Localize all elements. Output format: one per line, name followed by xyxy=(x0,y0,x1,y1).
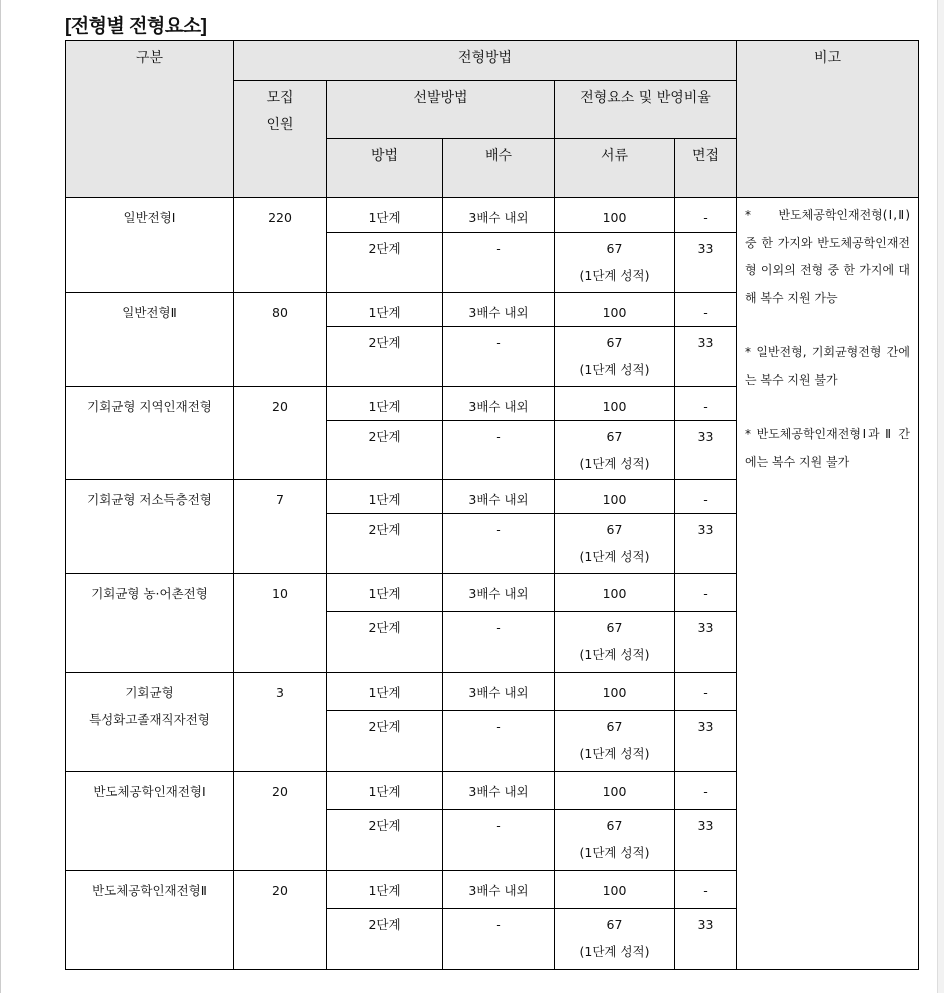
stage-multiple: 3배수 내외 xyxy=(443,387,555,421)
documents-ratio-line: 100 xyxy=(602,492,627,507)
admission-type-name xyxy=(66,198,234,293)
interview-ratio: 33 xyxy=(675,909,737,970)
stage-multiple: 3배수 내외 xyxy=(443,480,555,514)
stage-multiple: - xyxy=(443,327,555,387)
interview-ratio: - xyxy=(675,673,737,711)
documents-ratio-line: 67 xyxy=(606,719,623,734)
documents-ratio-line: (1단계 성적) xyxy=(579,362,650,377)
admission-type-line: 기회균형 농·어촌전형 xyxy=(91,586,208,601)
documents-ratio xyxy=(555,810,675,871)
admission-type-line: 특성화고졸재직자전형 xyxy=(89,712,210,727)
documents-ratio xyxy=(555,233,675,293)
documents-ratio-line: (1단계 성적) xyxy=(579,845,650,860)
admission-type-name xyxy=(66,871,234,970)
interview-ratio: - xyxy=(675,871,737,909)
remark-note: * 반도체공학인재전형(Ⅰ,Ⅱ) 중 한 가지와 반도체공학인재전형 이외의 전형 중 한 가지에 대해 복수 지원 가능 xyxy=(745,208,910,305)
table-row xyxy=(66,198,919,233)
recruit-count: 7 xyxy=(234,480,327,574)
admission-type-name xyxy=(66,293,234,387)
header-method: 방법 xyxy=(327,139,443,198)
stage-method: 2단계 xyxy=(327,711,443,772)
documents-ratio xyxy=(555,480,675,514)
stage-multiple: 3배수 내외 xyxy=(443,772,555,810)
header-recruit-line1: 모집 xyxy=(266,90,294,106)
remarks-notes xyxy=(737,198,919,970)
admission-type-name xyxy=(66,673,234,772)
admission-type-line: 일반전형Ⅰ xyxy=(123,210,176,225)
header-method-group: 전형방법 xyxy=(234,41,737,81)
stage-multiple: - xyxy=(443,711,555,772)
stage-multiple: - xyxy=(443,421,555,480)
stage-multiple: - xyxy=(443,612,555,673)
header-recruit-line2: 인원 xyxy=(266,117,294,133)
interview-ratio: - xyxy=(675,772,737,810)
interview-ratio: 33 xyxy=(675,612,737,673)
admission-type-name xyxy=(66,772,234,871)
header-remarks: 비고 xyxy=(737,41,919,198)
stage-multiple: 3배수 내외 xyxy=(443,293,555,327)
section-title: [전형별 전형요소] xyxy=(65,16,207,37)
documents-ratio xyxy=(555,673,675,711)
stage-method: 2단계 xyxy=(327,514,443,574)
documents-ratio-line: (1단계 성적) xyxy=(579,549,650,564)
stage-method: 2단계 xyxy=(327,612,443,673)
stage-multiple: 3배수 내외 xyxy=(443,871,555,909)
interview-ratio: 33 xyxy=(675,810,737,871)
documents-ratio-line: 100 xyxy=(602,305,627,320)
stage-method: 1단계 xyxy=(327,673,443,711)
recruit-count: 20 xyxy=(234,871,327,970)
documents-ratio xyxy=(555,198,675,233)
stage-method: 1단계 xyxy=(327,480,443,514)
stage-method: 1단계 xyxy=(327,871,443,909)
interview-ratio: - xyxy=(675,293,737,327)
documents-ratio-line: 67 xyxy=(606,917,623,932)
stage-method: 1단계 xyxy=(327,198,443,233)
documents-ratio-line: 100 xyxy=(602,883,627,898)
recruit-count: 80 xyxy=(234,293,327,387)
interview-ratio: - xyxy=(675,387,737,421)
stage-method: 1단계 xyxy=(327,574,443,612)
documents-ratio-line: (1단계 성적) xyxy=(579,456,650,471)
scrollbar-track xyxy=(937,0,944,993)
stage-method: 1단계 xyxy=(327,387,443,421)
admission-type-line: 반도체공학인재전형Ⅰ xyxy=(93,784,206,799)
admission-type-line: 기회균형 저소득층전형 xyxy=(87,492,212,507)
interview-ratio: 33 xyxy=(675,233,737,293)
header-recruit-count xyxy=(234,81,327,198)
documents-ratio-line: 100 xyxy=(602,784,627,799)
admission-type-name xyxy=(66,574,234,673)
documents-ratio xyxy=(555,327,675,387)
admission-elements-table xyxy=(65,40,919,970)
recruit-count: 20 xyxy=(234,387,327,480)
header-documents: 서류 xyxy=(555,139,675,198)
stage-method: 2단계 xyxy=(327,421,443,480)
interview-ratio: 33 xyxy=(675,514,737,574)
documents-ratio-line: 67 xyxy=(606,522,623,537)
stage-multiple: - xyxy=(443,233,555,293)
documents-ratio-line: (1단계 성적) xyxy=(579,746,650,761)
documents-ratio xyxy=(555,612,675,673)
admission-type-line: 반도체공학인재전형Ⅱ xyxy=(92,883,207,898)
documents-ratio-line: 100 xyxy=(602,210,627,225)
documents-ratio-line: (1단계 성적) xyxy=(579,268,650,283)
header-elements-ratio: 전형요소 및 반영비율 xyxy=(555,81,737,139)
stage-multiple: 3배수 내외 xyxy=(443,198,555,233)
remark-note: * 반도체공학인재전형Ⅰ과 Ⅱ 간에는 복수 지원 불가 xyxy=(745,427,910,469)
documents-ratio-line: 67 xyxy=(606,818,623,833)
documents-ratio-line: 100 xyxy=(602,586,627,601)
stage-multiple: - xyxy=(443,909,555,970)
recruit-count: 220 xyxy=(234,198,327,293)
documents-ratio xyxy=(555,421,675,480)
recruit-count: 3 xyxy=(234,673,327,772)
recruit-count: 10 xyxy=(234,574,327,673)
stage-multiple: 3배수 내외 xyxy=(443,574,555,612)
admission-type-line: 일반전형Ⅱ xyxy=(122,305,177,320)
documents-ratio xyxy=(555,387,675,421)
stage-multiple: - xyxy=(443,810,555,871)
admission-type-line: 기회균형 지역인재전형 xyxy=(87,399,212,414)
documents-ratio-line: 67 xyxy=(606,429,623,444)
interview-ratio: 33 xyxy=(675,711,737,772)
interview-ratio: - xyxy=(675,574,737,612)
documents-ratio-line: (1단계 성적) xyxy=(579,647,650,662)
documents-ratio xyxy=(555,574,675,612)
header-interview: 면접 xyxy=(675,139,737,198)
header-selection-method: 선발방법 xyxy=(327,81,555,139)
documents-ratio xyxy=(555,909,675,970)
interview-ratio: 33 xyxy=(675,327,737,387)
stage-method: 1단계 xyxy=(327,293,443,327)
documents-ratio xyxy=(555,293,675,327)
documents-ratio-line: 100 xyxy=(602,399,627,414)
interview-ratio: - xyxy=(675,480,737,514)
interview-ratio: 33 xyxy=(675,421,737,480)
stage-method: 1단계 xyxy=(327,772,443,810)
recruit-count: 20 xyxy=(234,772,327,871)
documents-ratio-line: 67 xyxy=(606,241,623,256)
stage-multiple: 3배수 내외 xyxy=(443,673,555,711)
documents-ratio xyxy=(555,871,675,909)
stage-method: 2단계 xyxy=(327,327,443,387)
header-multiple: 배수 xyxy=(443,139,555,198)
documents-ratio-line: 67 xyxy=(606,620,623,635)
documents-ratio-line: 67 xyxy=(606,335,623,350)
admission-type-name xyxy=(66,480,234,574)
admission-type-line: 기회균형 xyxy=(125,685,174,700)
interview-ratio: - xyxy=(675,198,737,233)
documents-ratio-line: 100 xyxy=(602,685,627,700)
admission-type-name xyxy=(66,387,234,480)
header-category: 구분 xyxy=(66,41,234,198)
stage-method: 2단계 xyxy=(327,233,443,293)
stage-method: 2단계 xyxy=(327,909,443,970)
stage-method: 2단계 xyxy=(327,810,443,871)
stage-multiple: - xyxy=(443,514,555,574)
documents-ratio xyxy=(555,772,675,810)
documents-ratio-line: (1단계 성적) xyxy=(579,944,650,959)
documents-ratio xyxy=(555,514,675,574)
documents-ratio xyxy=(555,711,675,772)
remark-note: * 일반전형, 기회균형전형 간에는 복수 지원 불가 xyxy=(745,345,910,387)
